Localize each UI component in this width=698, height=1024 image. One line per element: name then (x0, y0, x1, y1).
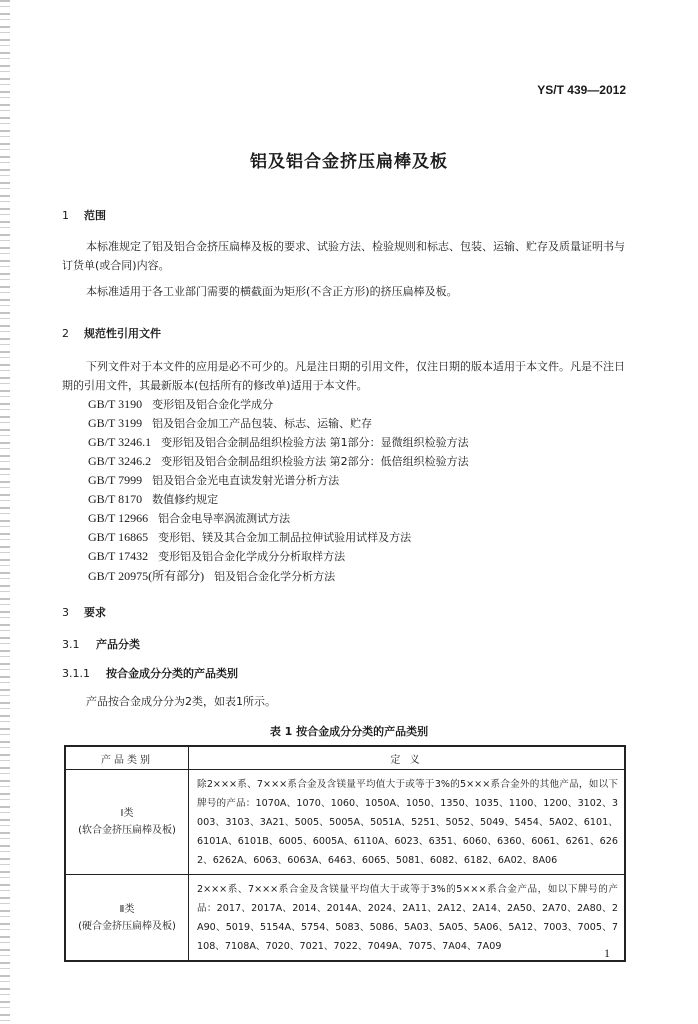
reference-title: 变形铝及铝合金化学成分分析取样方法 (158, 550, 346, 563)
column-header-definition: 定 义 (189, 746, 626, 770)
reference-code: GB/T 3190 (88, 397, 143, 411)
section-number: 3 (62, 606, 69, 619)
reference-item (88, 567, 335, 584)
category-name: Ⅱ类 (119, 903, 135, 915)
section-2-heading (62, 325, 161, 341)
category-cell (65, 770, 189, 875)
definition-cell: 2×××系、7×××系合金及含镁量平均值大于或等于3%的5×××系合金产品，如以下牌号的产品：2017、2017A、2014、2014A、2024、2A11、2A12、2A14、2A50、2A70、2A80、2A90、5019、5154A、5754、5083、5086、5A03、5A05、5A06、5A12、7003、7005、7108、7108A、7020、7021、7022、7049A、7075、7A04、7A09 (189, 875, 626, 962)
reference-title: 变形铝及铝合金制品组织检验方法 第2部分：低倍组织检验方法 (161, 455, 469, 468)
section-3-1-heading (62, 636, 140, 652)
column-header-category: 产品类别 (65, 746, 189, 770)
document-title: 铝及铝合金挤压扁棒及板 (250, 152, 448, 172)
reference-title: 变形铝及铝合金化学成分 (152, 398, 274, 411)
reference-item (88, 472, 339, 488)
section-3-1-1-text: 产品按合金成分分为2类，如表1所示。 (86, 695, 276, 708)
reference-title: 铝及铝合金化学分析方法 (214, 570, 336, 583)
section-number: 3.1 (62, 638, 80, 651)
reference-item (88, 396, 273, 412)
category-cell (65, 875, 189, 962)
section-title: 范围 (84, 209, 106, 222)
reference-item (88, 434, 469, 450)
product-category-table (64, 745, 626, 962)
table-row (65, 770, 625, 875)
reference-item (88, 453, 469, 469)
section-title: 产品分类 (96, 638, 140, 651)
reference-title: 变形铝、镁及其合金加工制品拉伸试验用试样及方法 (158, 531, 412, 544)
section-number: 2 (62, 327, 69, 340)
page-number: 1 (604, 946, 610, 960)
section-number: 3.1.1 (62, 667, 90, 680)
definition-cell: 除2×××系、7×××系合金及含镁量平均值大于或等于3%的5×××系合金外的其他产品，如以下牌号的产品：1070A、1070、1060、1050A、1050、1350、1035、1100、1200、3102、3003、3103、3A21、5005、5005A、5051A、5251、5052、5049、5454、5A02、6101、6101A、6101B、6005、6005A、6110A、6023、6351、6060、6360、6061、6261、6262、6262A、6063、6063A、6463、6065、5081、6082、6182、6A02、8A06 (189, 770, 626, 875)
reference-item (88, 491, 218, 507)
table-caption: 表 1 按合金成分分类的产品类别 (269, 725, 429, 738)
reference-code: GB/T 7999 (88, 473, 143, 487)
reference-item (88, 548, 345, 564)
reference-item (88, 415, 372, 431)
reference-item (88, 510, 290, 526)
reference-code: GB/T 20975(所有部分) (88, 569, 205, 583)
reference-code: GB/T 3246.2 (88, 454, 152, 468)
category-name: Ⅰ类 (120, 808, 134, 819)
section-title: 按合金成分分类的产品类别 (106, 667, 238, 680)
table-header-row (65, 746, 625, 770)
section-1-heading (62, 207, 106, 223)
section-3-1-1-heading (62, 665, 238, 681)
section-number: 1 (62, 209, 69, 222)
reference-title: 铝及铝合金加工产品包装、标志、运输、贮存 (152, 417, 373, 430)
reference-title: 数值修约规定 (152, 493, 219, 506)
category-subtitle: (硬合金挤压扁棒及板) (78, 920, 176, 932)
reference-title: 铝合金电导率涡流测试方法 (158, 512, 291, 525)
reference-item (88, 529, 411, 545)
reference-title: 变形铝及铝合金制品组织检验方法 第1部分：显微组织检验方法 (161, 436, 469, 449)
reference-code: GB/T 16865 (88, 530, 149, 544)
category-subtitle: (软合金挤压扁棒及板) (78, 825, 176, 836)
section-3-heading (62, 604, 106, 620)
table-row (65, 875, 625, 962)
reference-code: GB/T 12966 (88, 511, 149, 525)
section-1-paragraph-2: 本标准适用于各工业部门需要的横截面为矩形(不含正方形)的挤压扁棒及板。 (86, 285, 458, 298)
reference-code: GB/T 8170 (88, 492, 143, 506)
section-title: 要求 (84, 606, 106, 619)
reference-code: GB/T 17432 (88, 549, 149, 563)
section-1-paragraph-1: 本标准规定了铝及铝合金挤压扁棒及板的要求、试验方法、检验规则和标志、包装、运输、贮存及质量证明书与订货单(或合同)内容。 (62, 240, 625, 272)
section-2-intro: 下列文件对于本文件的应用是必不可少的。凡是注日期的引用文件，仅注日期的版本适用于本文件。凡是不注日期的引用文件，其最新版本(包括所有的修改单)适用于本文件。 (62, 360, 625, 392)
reference-title: 铝及铝合金光电直读发射光谱分析方法 (152, 474, 340, 487)
section-title: 规范性引用文件 (84, 327, 161, 340)
reference-code: GB/T 3246.1 (88, 435, 152, 449)
standard-code: YS/T 439—2012 (537, 83, 626, 97)
reference-code: GB/T 3199 (88, 416, 143, 430)
